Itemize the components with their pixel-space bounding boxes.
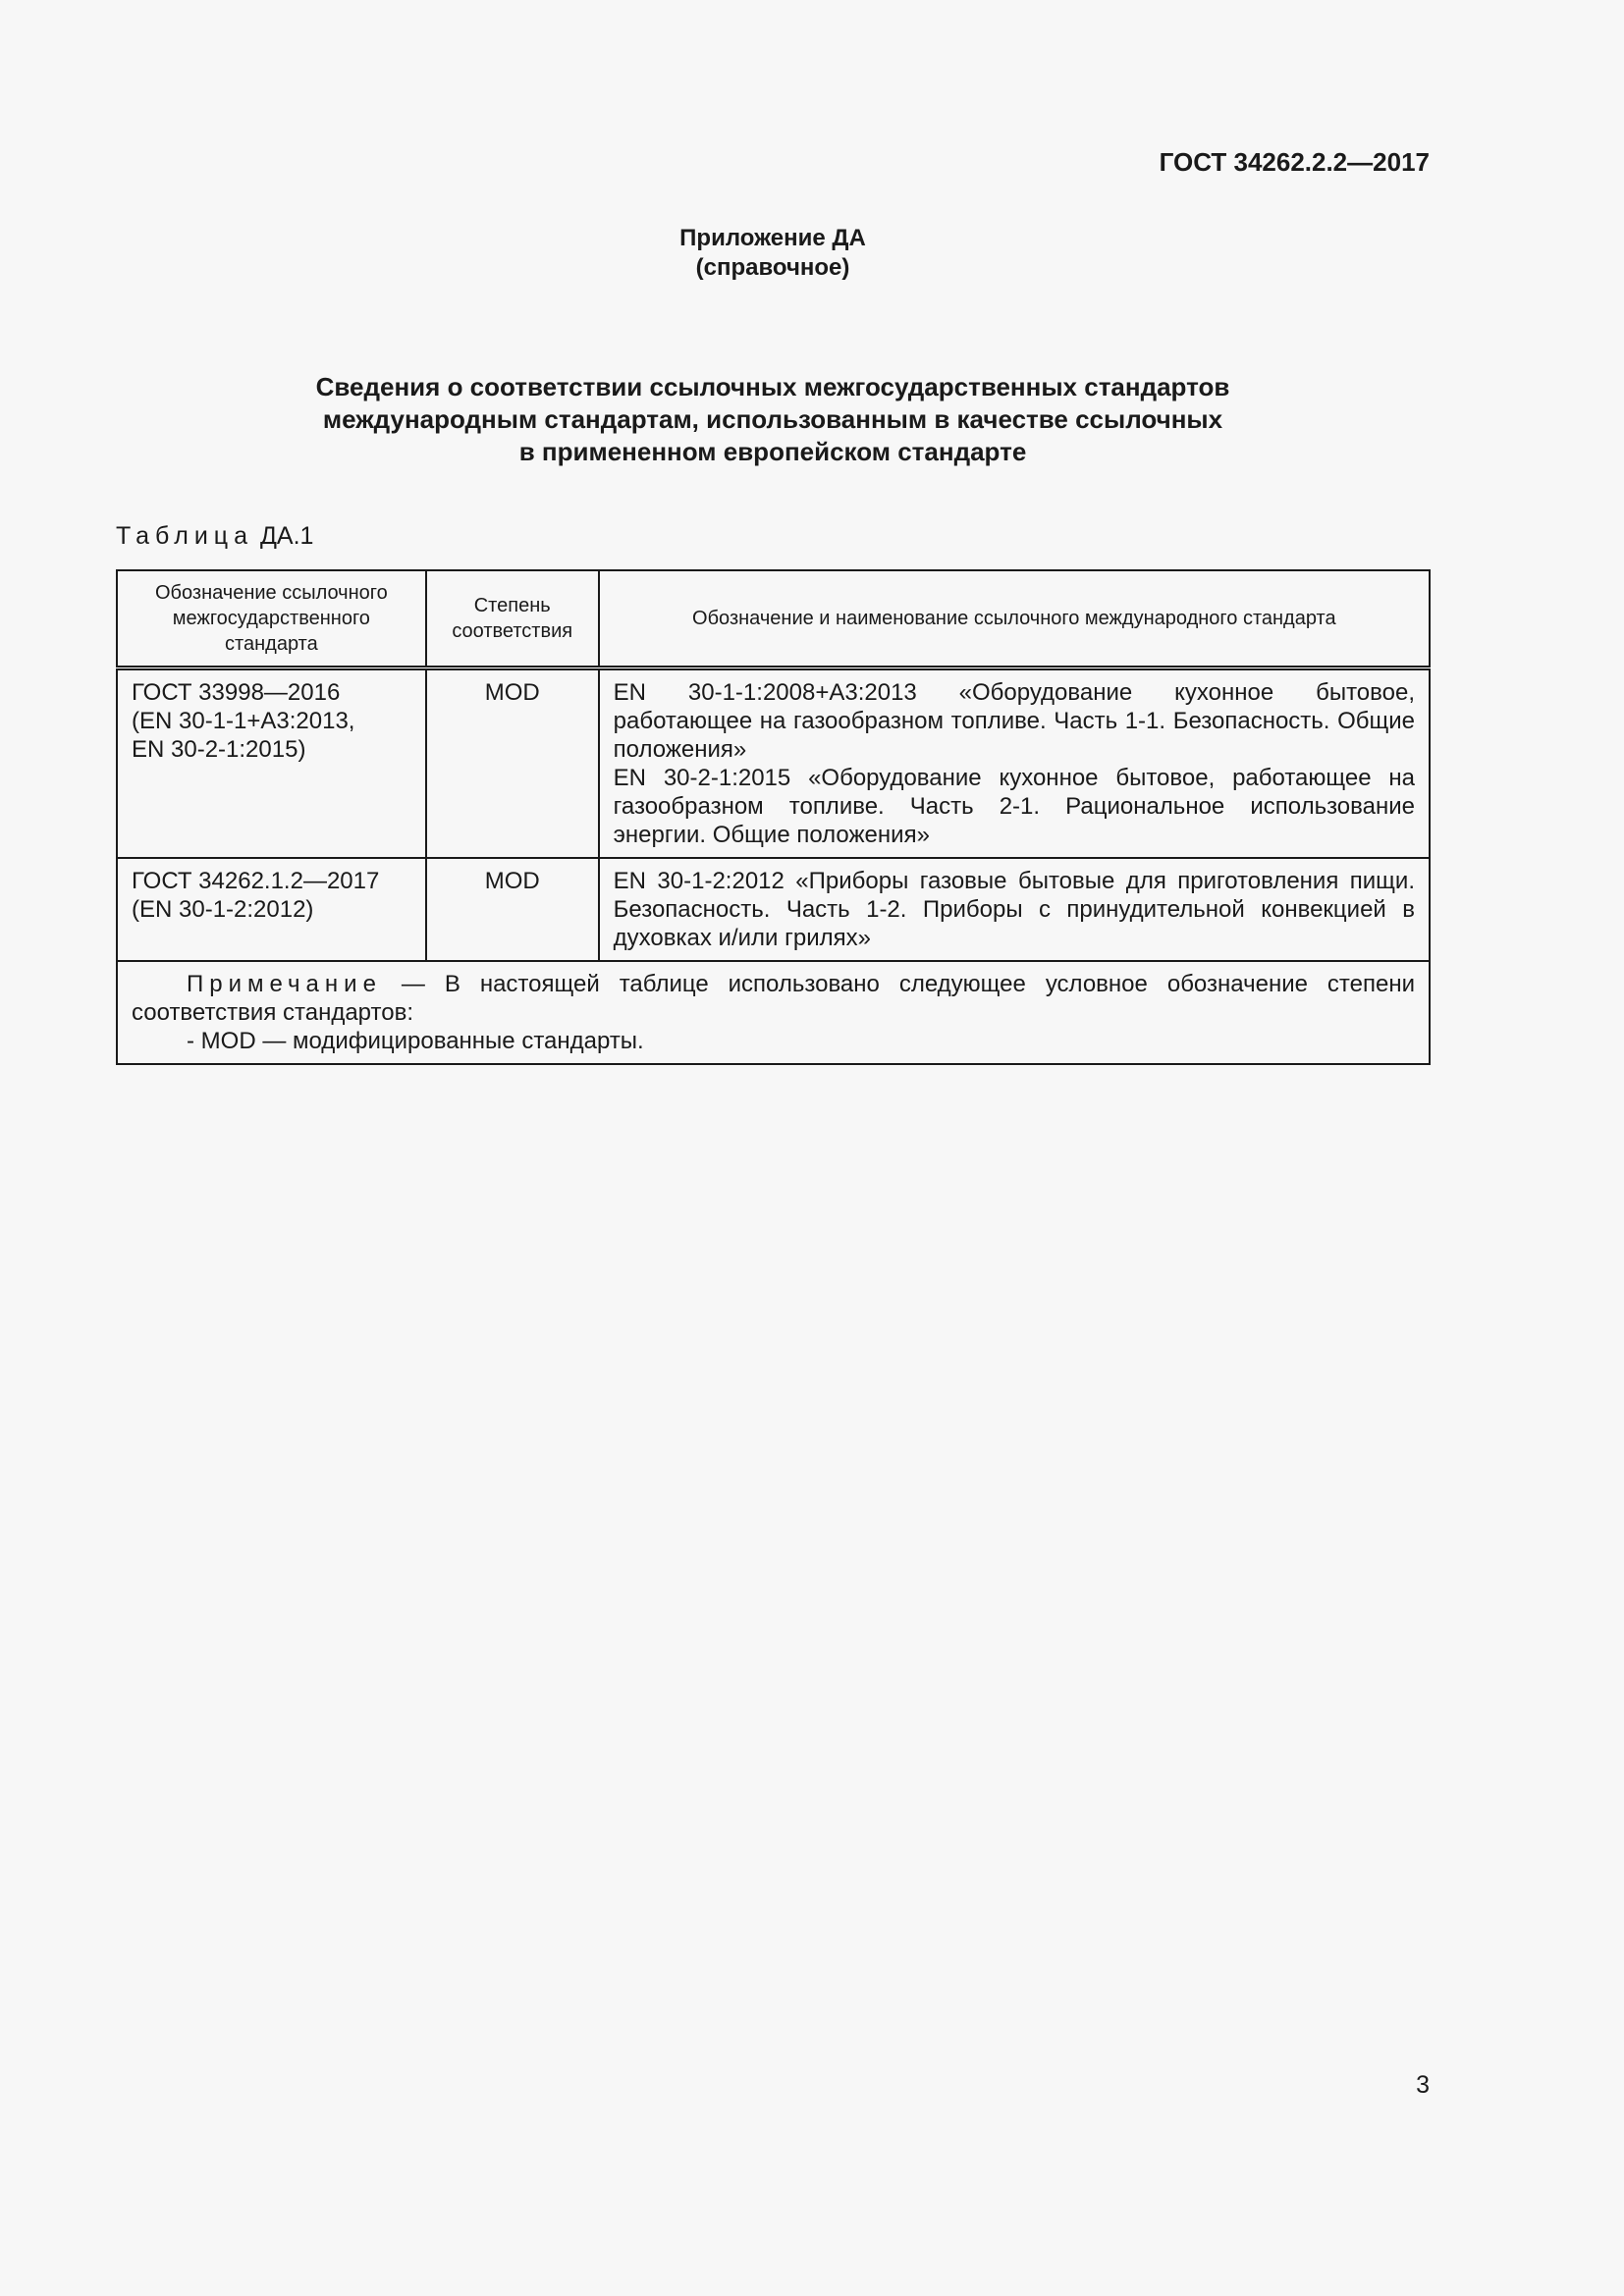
designation-line: ГОСТ 33998—2016: [132, 679, 341, 706]
table-header-row: [117, 570, 1430, 668]
designation-line: (EN 30-1-1+A3:2013,: [132, 708, 355, 734]
international-entry: EN 30-2-1:2015 «Оборудование кухонное бытовое, работающее на газообразном топливе. Часть 2-1. Рациональное использование энергии. Общие положения»: [613, 765, 1415, 848]
table-note-row: [117, 961, 1430, 1064]
appendix-subtitle: (справочное): [695, 254, 850, 281]
designation-line: EN 30-2-1:2015): [132, 736, 306, 763]
table-note: [117, 961, 1430, 1064]
reference-table: [116, 569, 1431, 1065]
heading-line: международным стандартам, использованным в качестве ссылочных: [322, 404, 1223, 434]
appendix-title: Приложение ДА: [679, 225, 866, 251]
heading-line: в примененном европейском стандарте: [518, 437, 1027, 466]
document-number: ГОСТ 34262.2.2—2017: [1159, 147, 1430, 177]
note-label: Примечание: [187, 971, 382, 997]
international-entry: EN 30-1-1:2008+A3:2013 «Оборудование кухонное бытовое, работающее на газообразном топливе. Часть 1-1. Безопасность. Общие положения»: [613, 679, 1415, 763]
table-label-prefix: Таблица: [116, 522, 254, 550]
table-row: [117, 858, 1430, 961]
note-item: - MOD — модифицированные стандарты.: [187, 1028, 644, 1054]
page-number: 3: [1416, 2071, 1430, 2099]
international-cell: [599, 668, 1430, 859]
heading-line: Сведения о соответствии ссылочных межгосударственных стандартов: [315, 372, 1230, 401]
section-heading: [0, 371, 1545, 468]
table-label: [116, 522, 313, 551]
column-header-designation: Обозначение ссылочного межгосударственного стандарта: [117, 570, 426, 668]
column-header-degree: Степень соответствия: [426, 570, 599, 668]
table-label-number: ДА.1: [253, 522, 314, 550]
designation-line: ГОСТ 34262.1.2—2017: [132, 868, 380, 894]
designation-cell: [117, 668, 426, 859]
international-entry: EN 30-1-2:2012 «Приборы газовые бытовые для приготовления пищи. Безопасность. Часть 1-2. Приборы с принудительной конвекцией в духовках и/или грилях»: [613, 868, 1415, 951]
table-row: [117, 668, 1430, 859]
column-header-international: Обозначение и наименование ссылочного международного стандарта: [599, 570, 1430, 668]
international-cell: [599, 858, 1430, 961]
degree-cell: MOD: [426, 858, 599, 961]
degree-cell: MOD: [426, 668, 599, 859]
designation-cell: [117, 858, 426, 961]
designation-line: (EN 30-1-2:2012): [132, 896, 314, 923]
note-text: — В настоящей таблице использовано следующее условное обозначение степени соответствия стандартов:: [132, 971, 1415, 1026]
appendix-title-block: [0, 224, 1545, 283]
